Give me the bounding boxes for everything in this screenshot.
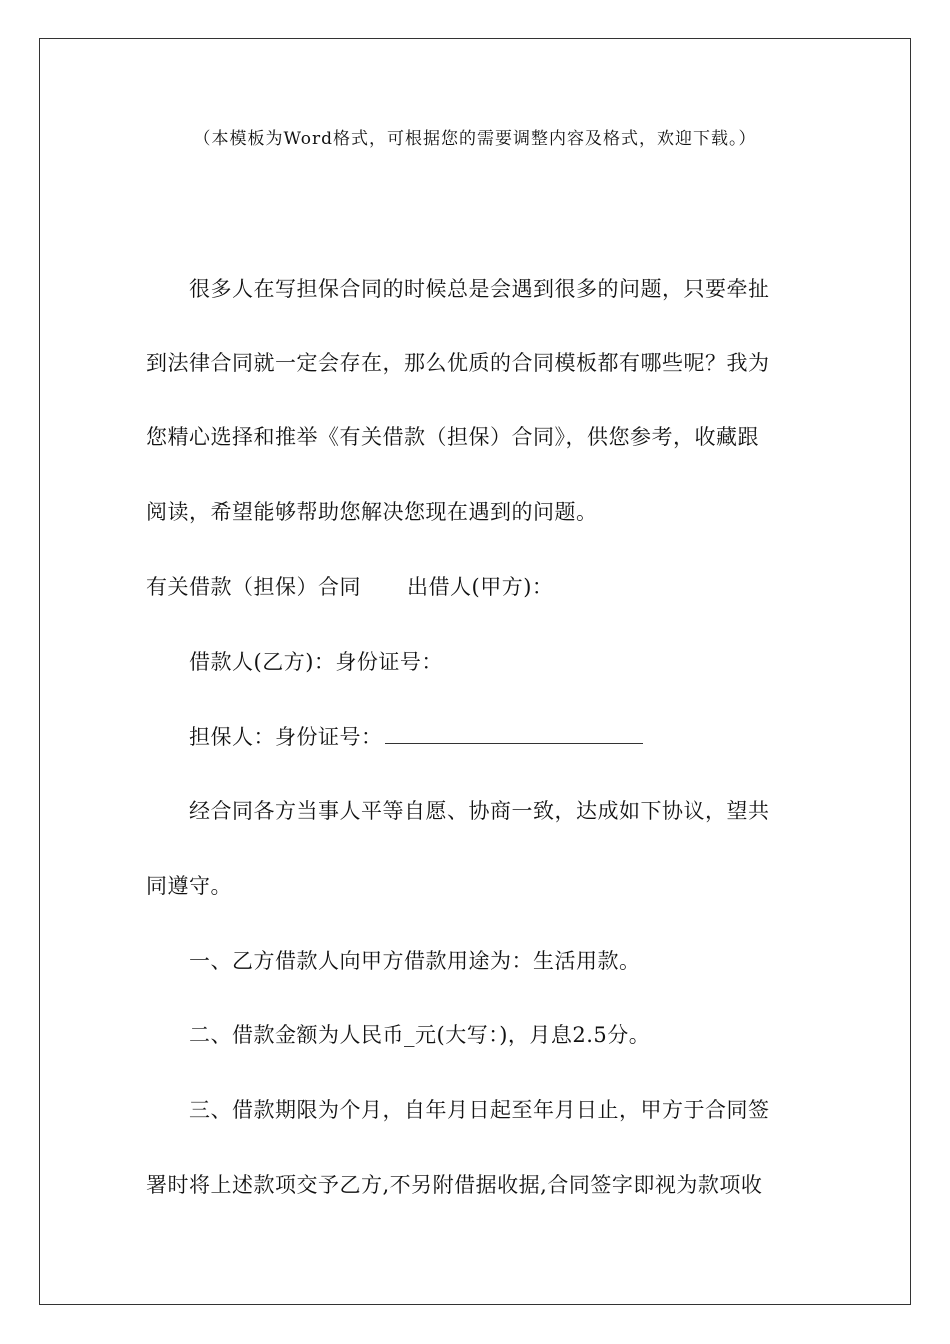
guarantor-id-blank [385, 723, 643, 744]
contract-title: 有关借款（担保）合同 [146, 575, 361, 599]
clause-1: 一、乙方借款人向甲方借款用途为：生活用款。 [189, 949, 641, 973]
template-note: （本模板为Word格式，可根据您的需要调整内容及格式，欢迎下载。） [193, 129, 757, 149]
agreement-line-1: 经合同各方当事人平等自愿、协商一致，达成如下协议，望共 [189, 799, 770, 823]
clause-3-line-1: 三、借款期限为个月，自年月日起至年月日止，甲方于合同签 [189, 1098, 770, 1122]
intro-line-1: 很多人在写担保合同的时候总是会遇到很多的问题，只要牵扯 [189, 277, 770, 301]
intro-line-4: 阅读，希望能够帮助您解决您现在遇到的问题。 [146, 500, 598, 524]
intro-line-3: 您精心选择和推举《有关借款（担保）合同》，供您参考，收藏跟 [146, 425, 759, 449]
borrower-line: 借款人(乙方)：身份证号： [189, 650, 443, 674]
guarantor-line [189, 723, 643, 751]
intro-line-2: 到法律合同就一定会存在，那么优质的合同模板都有哪些呢？我为 [146, 351, 770, 375]
contract-title-line [146, 573, 553, 601]
lender-label: 出借人(甲方)： [407, 575, 554, 599]
guarantor-label: 担保人：身份证号： [189, 725, 383, 749]
clause-2: 二、借款金额为人民币_元(大写：)，月息2.5分。 [189, 1023, 651, 1047]
clause-3-line-2: 署时将上述款项交予乙方,不另附借据收据,合同签字即视为款项收 [146, 1173, 763, 1197]
agreement-line-2: 同遵守。 [146, 874, 232, 898]
